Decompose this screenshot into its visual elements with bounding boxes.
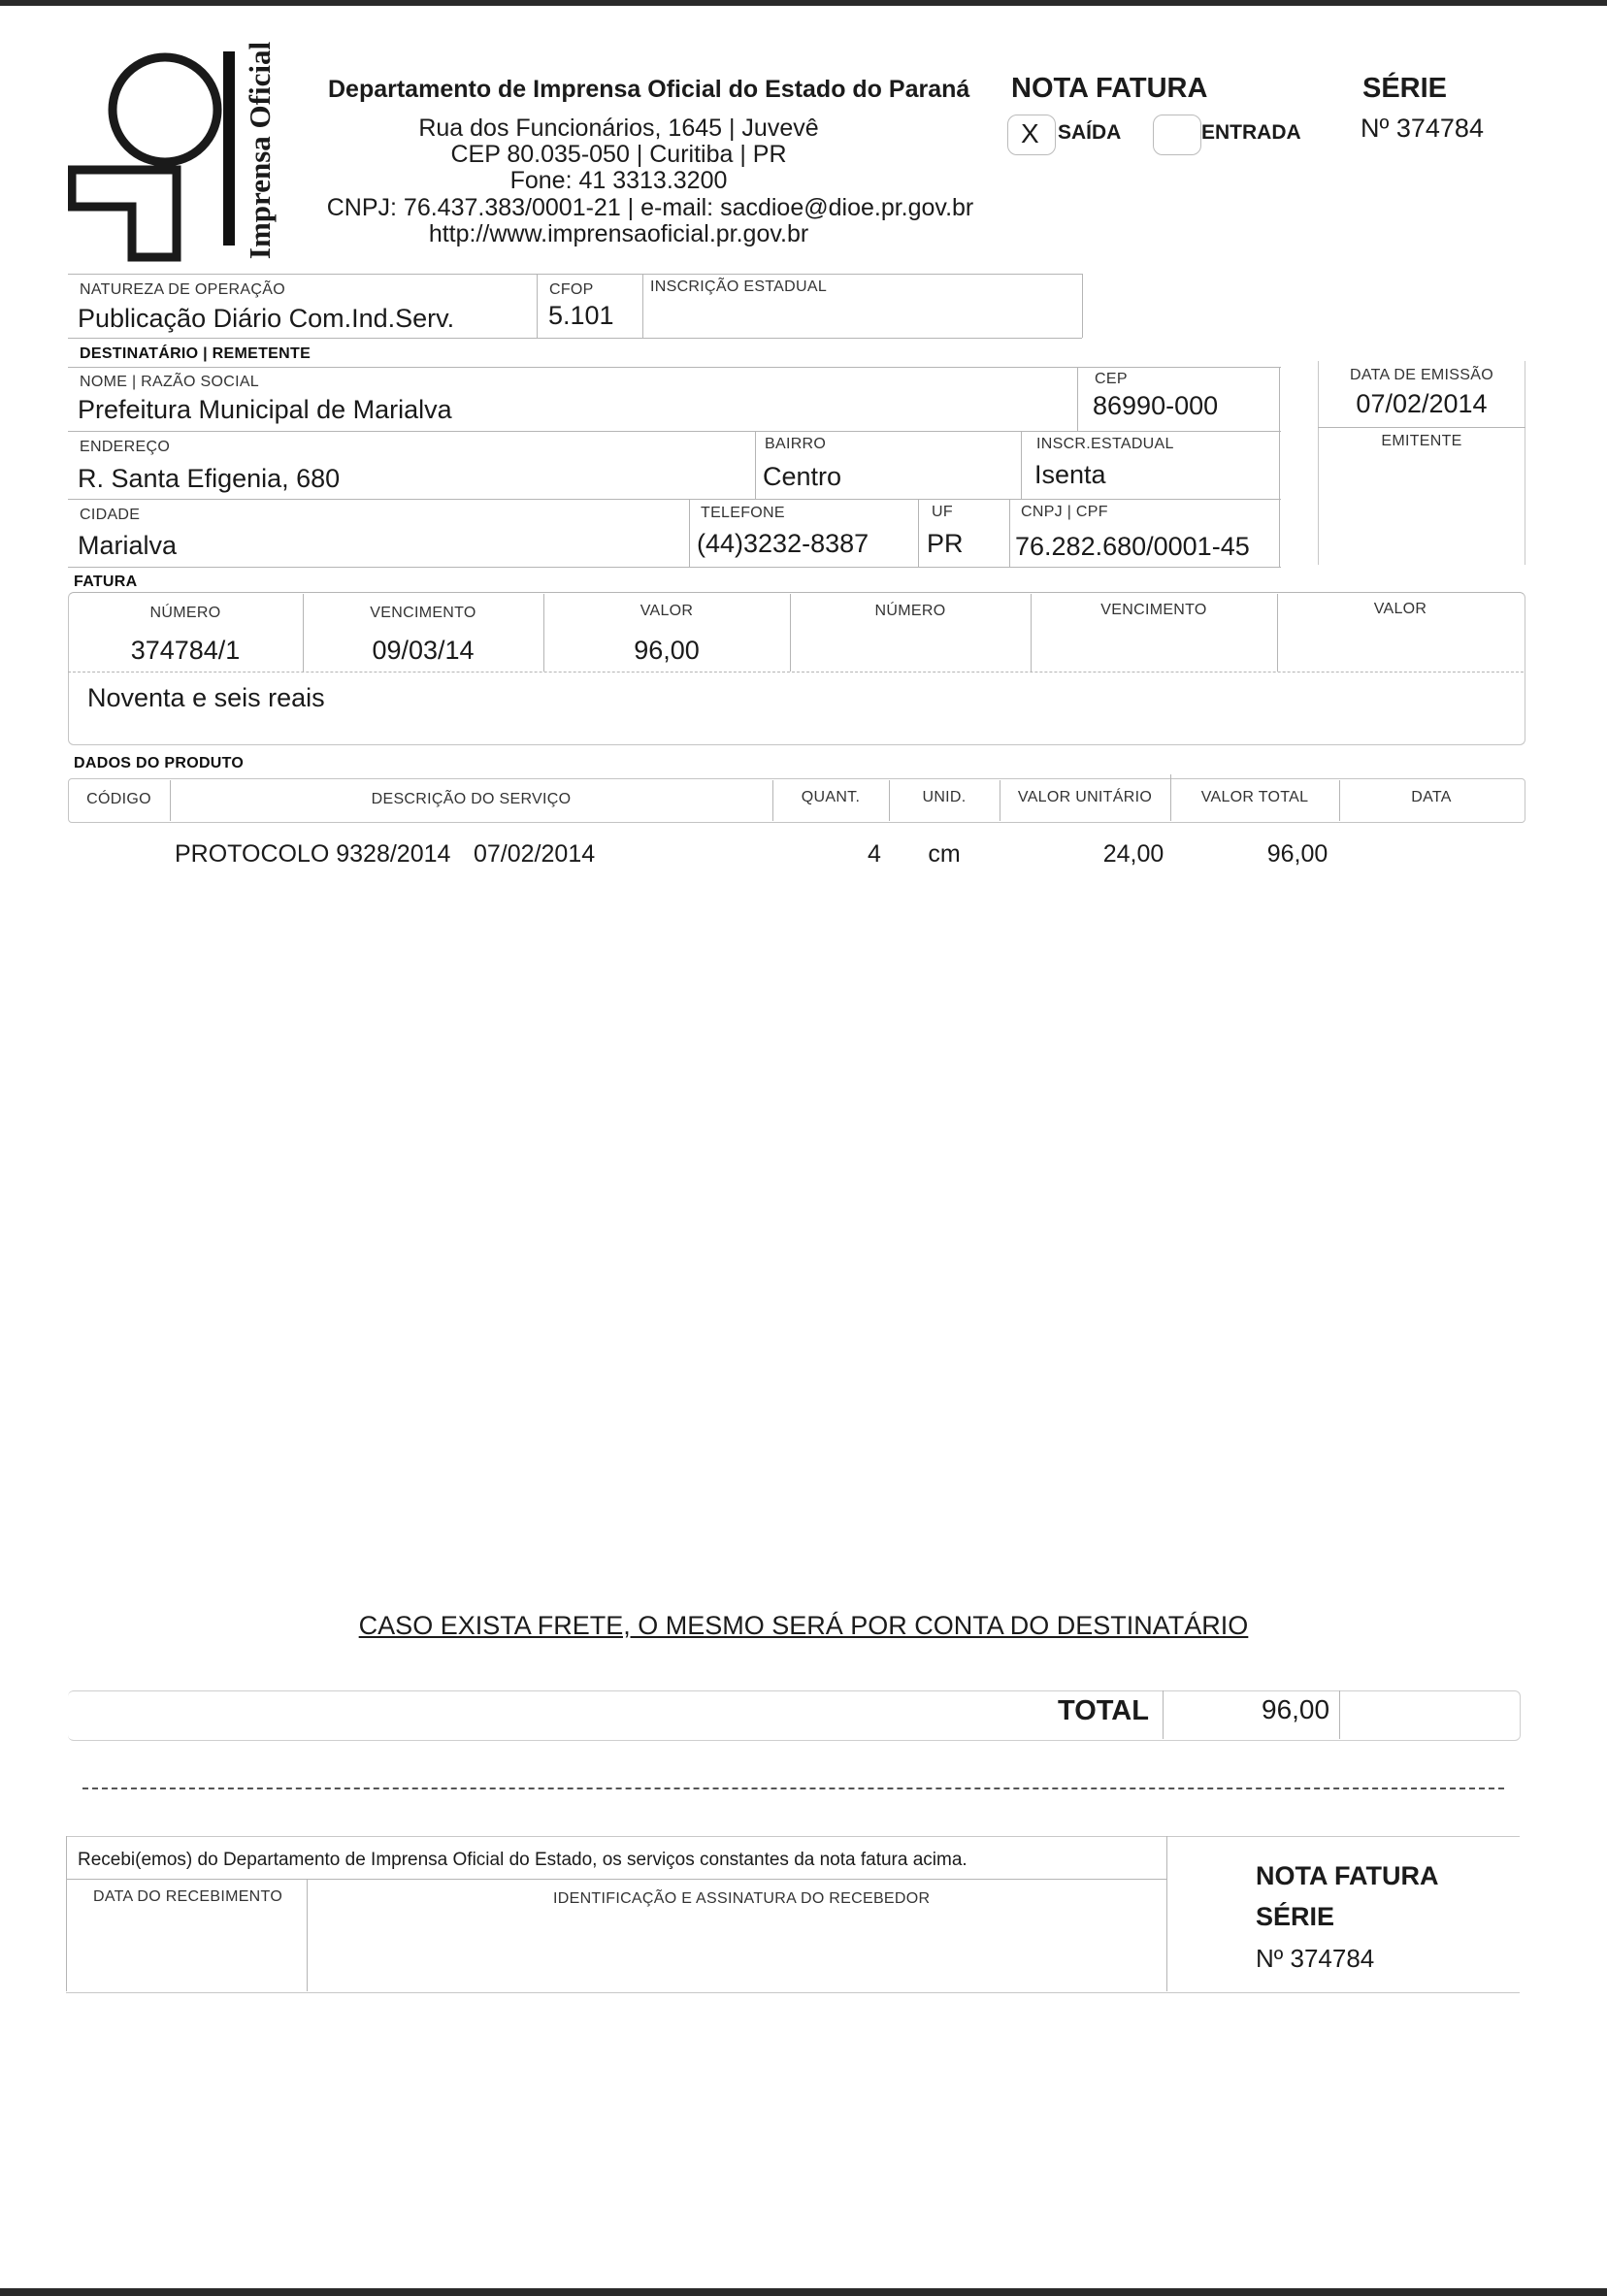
recipient-cep-divider <box>1077 367 1078 431</box>
issuer-cep: CEP 80.035-050 | Curitiba | PR <box>450 141 787 168</box>
recipient-row2-line <box>68 499 1281 500</box>
fatura-section-title: FATURA <box>74 574 138 590</box>
produto-col-quant: QUANT. <box>801 789 861 805</box>
natureza-value: Publicação Diário Com.Ind.Serv. <box>78 304 455 333</box>
fatura-col-vencimento-2: VENCIMENTO <box>1100 602 1207 618</box>
recipient-bairro-divider <box>755 431 756 499</box>
fatura-numero-value: 374784/1 <box>130 636 241 665</box>
fatura-col-vencimento: VENCIMENTO <box>370 605 476 621</box>
emission-date-label: DATA DE EMISSÃO <box>1350 367 1493 383</box>
cfop-value: 5.101 <box>548 301 614 330</box>
assinatura-label: IDENTIFICAÇÃO E ASSINATURA DO RECEBEDOR <box>553 1890 931 1907</box>
produto-col-unid: UNID. <box>922 789 967 805</box>
telefone-value: (44)3232-8387 <box>697 529 869 558</box>
fatura-col-numero-2: NÚMERO <box>874 603 946 619</box>
cnpj-cpf-label: CNPJ | CPF <box>1021 504 1108 520</box>
nome-value: Prefeitura Municipal de Marialva <box>78 395 452 424</box>
cfop-label: CFOP <box>549 281 594 298</box>
recipient-section-title: DESTINATÁRIO | REMETENTE <box>80 345 312 362</box>
operation-divider-3 <box>1082 274 1083 338</box>
produto-item-descricao: PROTOCOLO 9328/2014 <box>175 840 451 868</box>
produto-col-data: DATA <box>1411 789 1452 805</box>
produto-item-data: 07/02/2014 <box>474 840 596 868</box>
recipient-row1-line <box>68 431 1281 432</box>
cep-label: CEP <box>1095 371 1128 387</box>
receipt-statement: Recebi(emos) do Departamento de Imprensa Oficial do Estado, os serviços constantes da nota fatura acima. <box>78 1850 967 1870</box>
produto-col-descricao: DESCRIÇÃO DO SERVIÇO <box>371 791 572 807</box>
issuer-cnpj-email: CNPJ: 76.437.383/0001-21 | e-mail: sacdioe@dioe.pr.gov.br <box>326 194 974 221</box>
cut-line <box>82 1788 1504 1789</box>
dio-logo-icon <box>68 44 262 262</box>
uf-value: PR <box>927 529 964 558</box>
stub-number: Nº 374784 <box>1256 1944 1375 1973</box>
operation-top-line <box>68 274 1082 275</box>
invoice-number: Nº 374784 <box>1361 114 1484 143</box>
fatura-col-numero: NÚMERO <box>149 605 221 621</box>
fatura-vencimento-value: 09/03/14 <box>372 636 475 665</box>
uf-label: UF <box>932 504 953 520</box>
produto-item-quant: 4 <box>868 840 881 868</box>
issuer-website: http://www.imprensaoficial.pr.gov.br <box>428 220 809 247</box>
operation-divider-2 <box>642 274 643 338</box>
cnpj-cpf-value: 76.282.680/0001-45 <box>1015 532 1250 561</box>
fatura-col-valor: VALOR <box>640 603 694 619</box>
inscr-estadual-value: Isenta <box>1034 460 1106 489</box>
produto-col-valor-total: VALOR TOTAL <box>1200 789 1309 805</box>
recipient-bottom-line <box>68 567 1281 568</box>
bairro-value: Centro <box>763 462 842 491</box>
endereco-label: ENDEREÇO <box>80 439 171 455</box>
total-label: TOTAL <box>1058 1695 1149 1726</box>
logo-vertical-text: Imprensa Oficial <box>243 41 277 260</box>
emitente-label: EMITENTE <box>1381 433 1462 449</box>
natureza-label: NATUREZA DE OPERAÇÃO <box>80 281 285 298</box>
cidade-label: CIDADE <box>80 507 141 523</box>
cidade-value: Marialva <box>78 531 178 560</box>
total-divider-2 <box>1339 1690 1340 1739</box>
operation-bottom-line <box>68 338 1082 339</box>
frete-note: CASO EXISTA FRETE, O MESMO SERÁ POR CONTA DO DESTINATÁRIO <box>358 1611 1249 1640</box>
produto-col-codigo: CÓDIGO <box>86 791 151 807</box>
receipt-row-line <box>66 1879 1166 1880</box>
entrada-label: ENTRADA <box>1201 121 1301 144</box>
saida-check-mark: X <box>1021 118 1039 148</box>
issuer-logo <box>68 44 262 262</box>
emission-date-value: 07/02/2014 <box>1356 389 1488 418</box>
produto-col-valor-unitario: VALOR UNITÁRIO <box>1017 789 1153 805</box>
nome-label: NOME | RAZÃO SOCIAL <box>80 374 259 390</box>
receipt-field-divider <box>307 1879 308 1991</box>
endereco-value: R. Santa Efigenia, 680 <box>78 464 341 493</box>
issuer-phone: Fone: 41 3313.3200 <box>509 167 728 194</box>
cep-value: 86990-000 <box>1093 391 1219 420</box>
emission-divider <box>1318 427 1525 428</box>
inscricao-estadual-label: INSCRIÇÃO ESTADUAL <box>650 279 828 295</box>
produto-section-title: DADOS DO PRODUTO <box>74 755 245 771</box>
recipient-top-line <box>68 367 1281 368</box>
fatura-col-valor-2: VALOR <box>1373 601 1427 617</box>
doc-type-title: NOTA FATURA <box>1011 73 1208 104</box>
bairro-label: BAIRRO <box>765 436 827 452</box>
stub-title: NOTA FATURA <box>1256 1861 1439 1890</box>
issuer-name: Departamento de Imprensa Oficial do Estado do Paraná <box>328 76 970 103</box>
stub-serie: SÉRIE <box>1256 1902 1335 1931</box>
produto-item-unid: cm <box>928 840 961 868</box>
produto-item-valor-unitario: 24,00 <box>1102 840 1164 868</box>
recipient-inscr-divider <box>1021 431 1022 499</box>
entrada-checkbox <box>1153 115 1201 155</box>
inscr-estadual-label: INSCR.ESTADUAL <box>1036 436 1174 452</box>
fatura-valor-value: 96,00 <box>634 636 700 665</box>
recipient-cnpj-divider <box>1009 499 1010 567</box>
receipt-stub-divider <box>1166 1836 1167 1991</box>
recipient-uf-divider <box>918 499 919 567</box>
recipient-right-border <box>1279 367 1280 567</box>
telefone-label: TELEFONE <box>701 505 785 521</box>
total-divider-1 <box>1163 1690 1164 1739</box>
saida-label: SAÍDA <box>1058 121 1122 144</box>
produto-item-valor-total: 96,00 <box>1266 840 1328 868</box>
data-recebimento-label: DATA DO RECEBIMENTO <box>93 1888 283 1905</box>
scan-top-edge <box>0 0 1607 6</box>
receipt-left-border <box>66 1836 67 1991</box>
issuer-address: Rua dos Funcionários, 1645 | Juvevê <box>418 115 819 142</box>
fatura-extenso-value: Noventa e seis reais <box>87 683 325 712</box>
total-value: 96,00 <box>1262 1694 1330 1724</box>
recipient-telefone-divider <box>689 499 690 567</box>
scan-bottom-edge <box>0 2288 1607 2296</box>
serie-label: SÉRIE <box>1362 73 1448 104</box>
operation-divider-1 <box>537 274 538 338</box>
